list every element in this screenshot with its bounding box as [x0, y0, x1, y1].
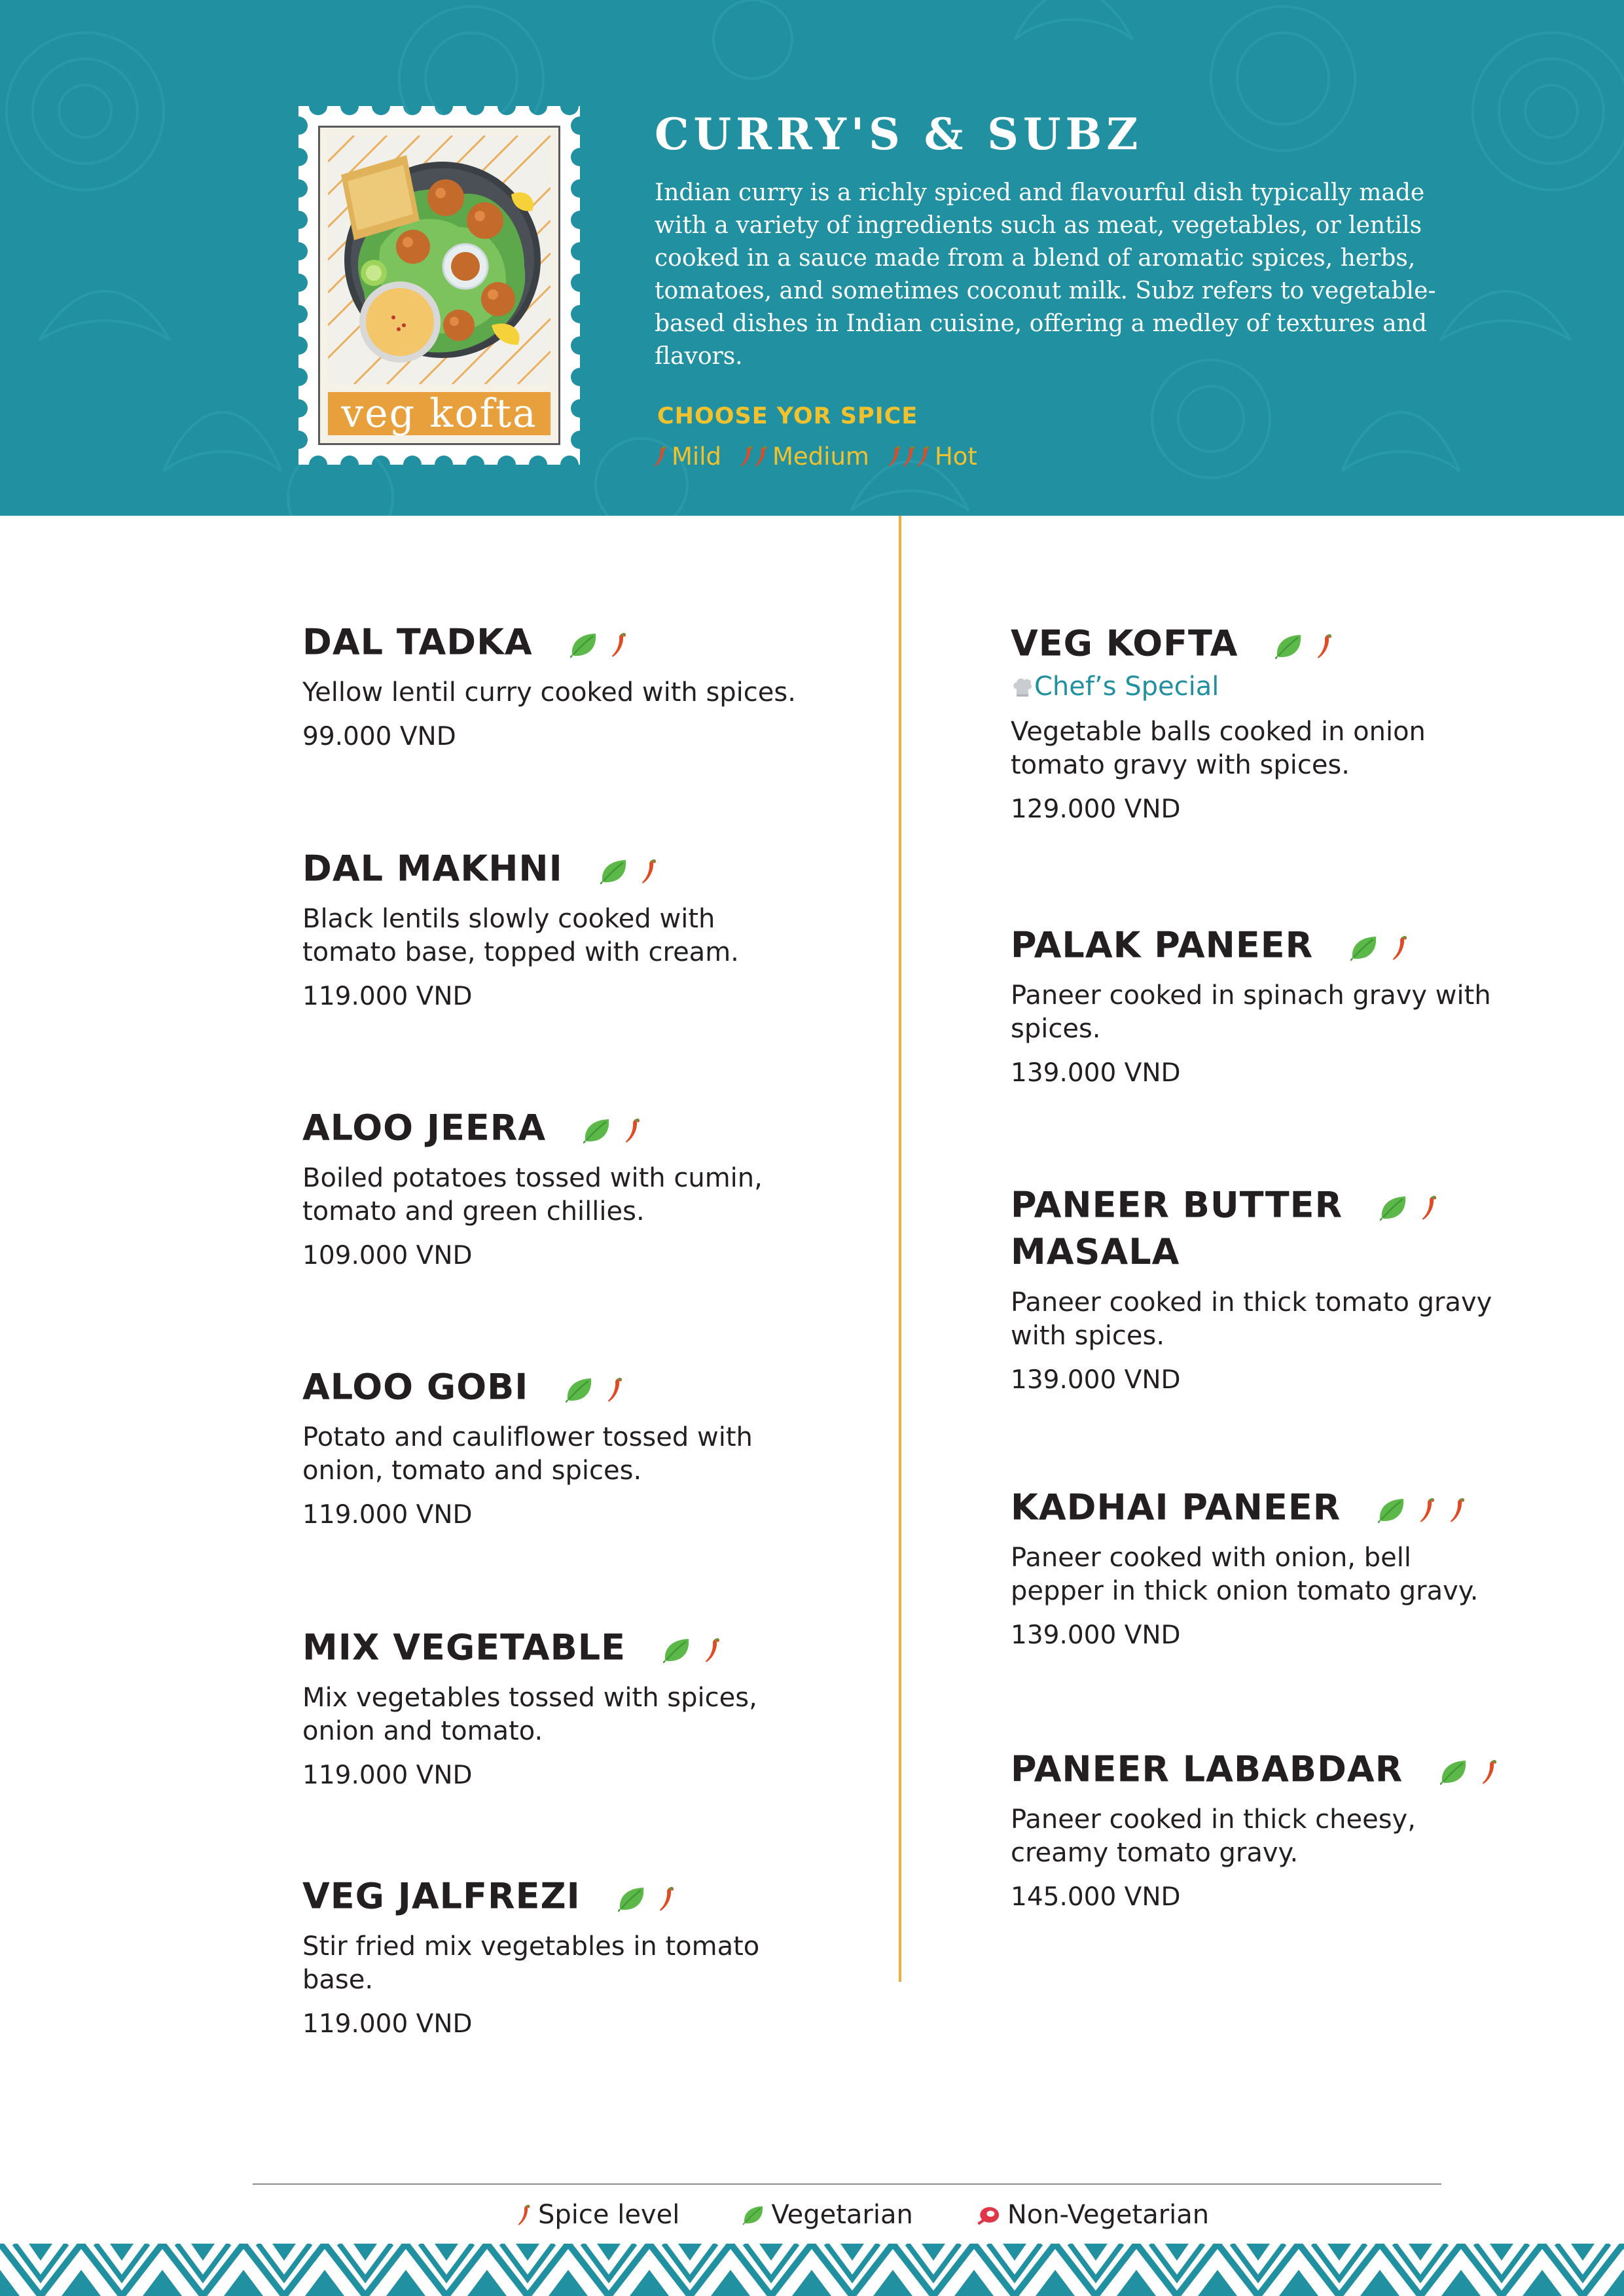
item-tags	[1377, 1484, 1466, 1531]
item-price: 119.000 VND	[302, 2009, 473, 2039]
chili-icon	[653, 445, 668, 467]
item-title	[1011, 1179, 1587, 1229]
item-tags	[600, 845, 659, 892]
chili-icon	[1392, 935, 1409, 961]
item-tags	[565, 1363, 624, 1410]
item-name: ALOO GOBI	[302, 1366, 529, 1408]
item-name: PANEER LABABDAR	[1011, 1748, 1403, 1790]
item-description: Mix vegetables tossed with spices, onion and tomato.	[302, 1683, 757, 1747]
spice-level-medium	[740, 442, 869, 471]
item-description: Paneer cooked in thick tomato gravy with spices.	[1011, 1287, 1492, 1352]
item-name: ALOO JEERA	[302, 1107, 547, 1149]
item-name: MIX VEGETABLE	[302, 1626, 626, 1668]
item-tags	[617, 1873, 676, 1920]
legend-label: Vegetarian	[771, 2200, 913, 2230]
item-description: Boiled potatoes tossed with cumin, tomato and green chillies.	[302, 1163, 763, 1227]
item-name: VEG KOFTA	[1011, 622, 1238, 664]
menu-item-mix-vegetable	[302, 1622, 878, 1794]
item-title	[302, 1622, 878, 1671]
menu-item-aloo-jeera	[302, 1102, 878, 1274]
item-tags	[1350, 922, 1409, 969]
menu-item-dal-tadka	[302, 617, 878, 755]
leaf-icon	[583, 1117, 611, 1143]
item-title	[1011, 1482, 1587, 1531]
item-price: 139.000 VND	[1011, 1621, 1181, 1651]
item-price: 139.000 VND	[1011, 1058, 1181, 1088]
stamp-inner-frame	[318, 126, 560, 445]
item-title	[302, 1871, 878, 1920]
menu-item-kadhai-paneer	[1011, 1482, 1587, 1654]
item-name: DAL MAKHNI	[302, 848, 563, 889]
section-title: CURRY'S & SUBZ	[655, 109, 1143, 160]
item-price: 119.000 VND	[302, 1761, 473, 1791]
legend-non-vegetarian	[976, 2200, 1209, 2230]
icon-legend	[517, 2194, 1209, 2236]
veg-kofta-stamp	[298, 106, 580, 465]
leaf-icon	[1274, 633, 1303, 659]
chili-icon	[659, 1886, 676, 1912]
menu-item-palak-paneer	[1011, 920, 1587, 1092]
spice-level-label: Hot	[934, 442, 977, 471]
spice-level-options	[653, 440, 996, 473]
leaf-icon	[1439, 1759, 1468, 1785]
chili-icon	[1421, 1194, 1438, 1221]
stamp-label: veg kofta	[328, 392, 550, 435]
chili-icon	[1449, 1497, 1466, 1523]
item-tags	[1274, 620, 1333, 667]
item-tags	[1439, 1746, 1498, 1793]
leaf-icon	[1377, 1497, 1406, 1523]
leaf-icon	[600, 858, 628, 884]
item-description: Yellow lentil curry cooked with spices.	[302, 677, 796, 708]
item-tags	[662, 1624, 721, 1671]
chili-icon	[888, 445, 902, 467]
item-price: 119.000 VND	[302, 982, 473, 1012]
item-price: 109.000 VND	[302, 1241, 473, 1271]
legend-label: Non-Vegetarian	[1007, 2200, 1210, 2230]
footer-divider	[253, 2183, 1441, 2185]
chefs-special-badge	[1011, 668, 1587, 705]
leaf-icon	[569, 632, 598, 658]
leaf-icon	[662, 1637, 691, 1663]
legend-vegetarian	[742, 2200, 912, 2230]
item-price: 145.000 VND	[1011, 1882, 1181, 1912]
item-title	[1011, 1744, 1587, 1793]
menu-item-veg-kofta	[1011, 618, 1587, 828]
menu-item-dal-makhni	[302, 843, 878, 1015]
item-tags	[583, 1104, 641, 1151]
section-description: Indian curry is a richly spiced and flavourful dish typically made with a variety of ingredients such as meat, vegetables, or lentils cooked in a sauce made from a blend of aromatic spices, herbs, tomatoes, and sometimes coconut milk. Subz refers to vegetable-based dishes in Indian cuisine, offering a medley of textures and flavors.	[655, 179, 1436, 370]
veg-kofta-plate-illustration	[328, 135, 550, 384]
spice-level-hot	[888, 442, 977, 471]
item-name: DAL TADKA	[302, 621, 533, 663]
legend-label: Spice level	[538, 2200, 680, 2230]
item-name: PALAK PANEER	[1011, 924, 1314, 966]
badge-label: Chef’s Special	[1034, 672, 1219, 702]
leaf-icon	[742, 2204, 765, 2225]
chili-icon	[1316, 633, 1333, 659]
leaf-icon	[1379, 1194, 1408, 1221]
item-description: Paneer cooked in spinach gravy with spices.	[1011, 980, 1491, 1045]
menu-item-veg-jalfrezi	[302, 1871, 878, 2043]
spice-level-mild	[653, 442, 721, 471]
item-description: Paneer cooked with onion, bell pepper in thick onion tomato gravy.	[1011, 1543, 1479, 1607]
chef-hat-icon	[1011, 675, 1034, 698]
item-name: VEG JALFREZI	[302, 1875, 581, 1917]
spice-heading: CHOOSE YOR SPICE	[657, 403, 918, 429]
item-name: KADHAI PANEER	[1011, 1486, 1341, 1528]
item-price: 99.000 VND	[302, 722, 456, 752]
chili-icon	[641, 858, 658, 884]
item-name-line-1: PANEER BUTTER	[1011, 1184, 1343, 1226]
menu-item-paneer-lababdar	[1011, 1744, 1587, 1916]
item-description: Potato and cauliflower tossed with onion, tomato and spices.	[302, 1422, 753, 1486]
chili-icon	[740, 445, 754, 467]
item-description: Paneer cooked in thick cheesy, creamy tomato gravy.	[1011, 1804, 1416, 1869]
legend-spice-level	[517, 2200, 679, 2230]
chili-icon	[1419, 1497, 1436, 1523]
chili-icon	[624, 1117, 641, 1143]
item-tags	[569, 619, 628, 666]
item-name-line-2: MASALA	[1011, 1231, 1180, 1273]
item-title	[1011, 618, 1587, 667]
chili-icon	[916, 445, 931, 467]
item-price: 139.000 VND	[1011, 1365, 1181, 1395]
chili-icon	[754, 445, 768, 467]
spice-level-label: Mild	[672, 442, 721, 471]
chili-icon	[1481, 1759, 1498, 1785]
item-title	[302, 843, 878, 892]
item-title	[302, 617, 878, 666]
item-price: 119.000 VND	[302, 1500, 473, 1530]
chili-icon	[611, 632, 628, 658]
footer-triangle-pattern	[0, 2244, 1624, 2296]
chili-icon	[902, 445, 916, 467]
leaf-icon	[1350, 935, 1379, 961]
item-description: Vegetable balls cooked in onion tomato gravy with spices.	[1011, 717, 1426, 781]
meat-icon	[976, 2204, 1001, 2226]
item-title	[302, 1102, 878, 1151]
column-divider	[899, 516, 901, 1982]
chili-icon	[704, 1637, 721, 1663]
item-title	[1011, 920, 1587, 969]
spice-level-label: Medium	[772, 442, 869, 471]
item-description: Black lentils slowly cooked with tomato base, topped with cream.	[302, 904, 739, 968]
leaf-icon	[565, 1376, 594, 1403]
item-description: Stir fried mix vegetables in tomato base.	[302, 1931, 760, 1996]
menu-item-paneer-butter-masala	[1011, 1179, 1587, 1399]
header-banner	[0, 0, 1624, 516]
item-title	[302, 1361, 878, 1410]
chili-icon	[607, 1376, 624, 1403]
item-tags	[1379, 1181, 1438, 1229]
menu-item-aloo-gobi	[302, 1361, 878, 1534]
item-price: 129.000 VND	[1011, 795, 1181, 825]
leaf-icon	[617, 1886, 646, 1912]
chili-icon	[517, 2204, 532, 2226]
